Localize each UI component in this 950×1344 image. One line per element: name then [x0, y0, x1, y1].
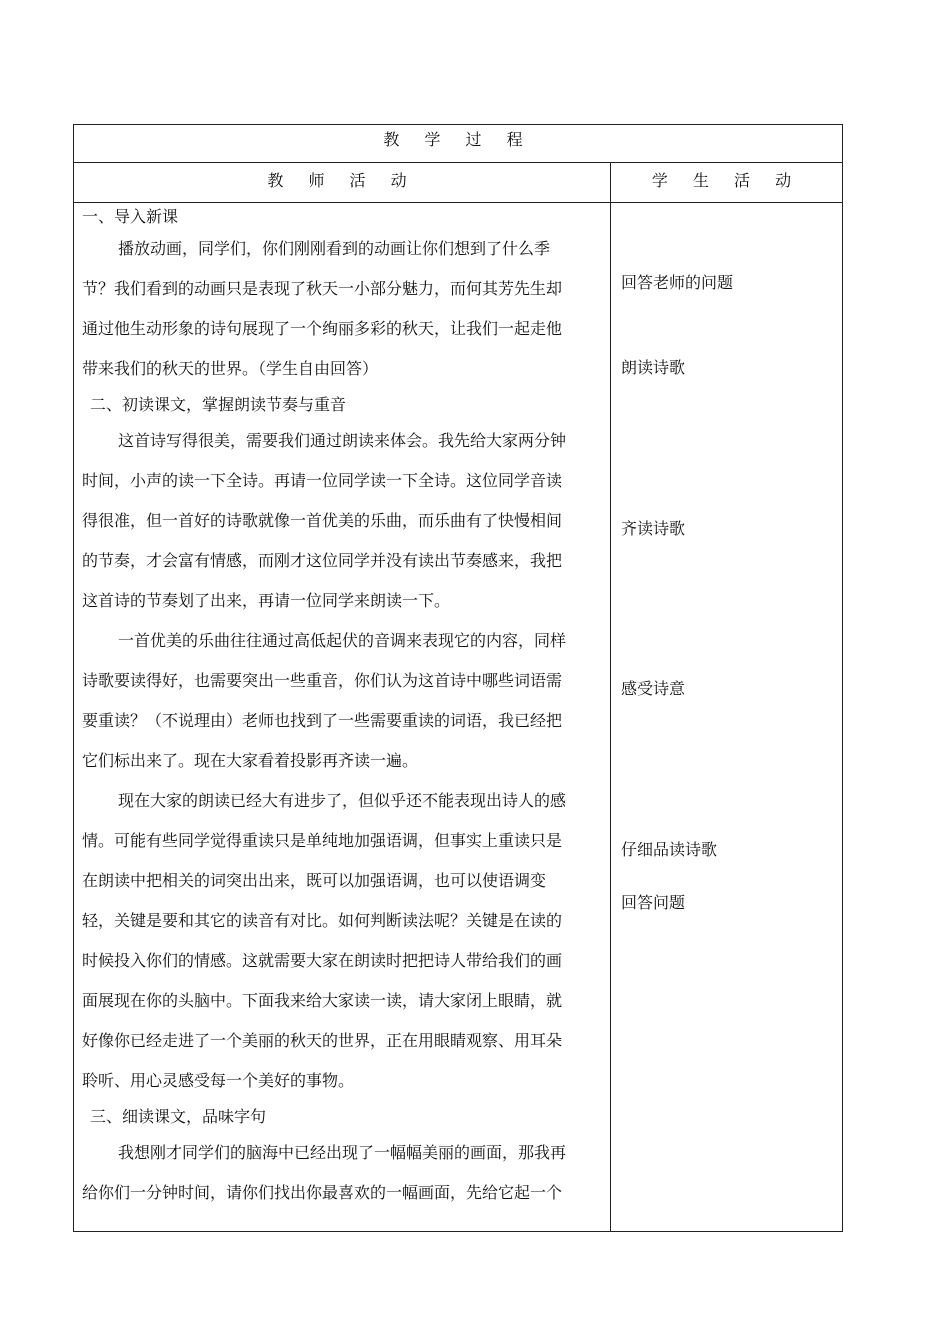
student-activity-item: 齐读诗歌 [621, 519, 686, 538]
section-heading: 一、导入新课 [82, 207, 179, 226]
paragraph-line: 轻，关键是要和其它的读音有对比。如何判断读法呢？关键是在读的 [82, 911, 563, 930]
paragraph-line: 节？我们看到的动画只是表现了秋天一小部分魅力，而何其芳先生却 [82, 279, 563, 298]
paragraph-line: 给你们一分钟时间，请你们找出你最喜欢的一幅画面，先给它起一个 [82, 1183, 563, 1202]
paragraph-line: 要重读？（不说理由）老师也找到了一些需要重读的词语，我已经把 [82, 711, 563, 730]
paragraph-line: 诗歌要读得好，也需要突出一些重音，你们认为这首诗中哪些词语需 [82, 671, 563, 690]
paragraph-line: 得很准，但一首好的诗歌就像一首优美的乐曲，而乐曲有了快慢相间 [82, 511, 563, 530]
paragraph-line: 的节奏，才会富有情感，而刚才这位同学并没有读出节奏感来，我把 [82, 551, 563, 570]
paragraph-line: 它们标出来了。现在大家看着投影再齐读一遍。 [82, 751, 419, 770]
paragraph-line: 我想刚才同学们的脑海中已经出现了一幅幅美丽的画面，那我再 [118, 1143, 567, 1162]
paragraph-line: 现在大家的朗读已经大有进步了，但似乎还不能表现出诗人的感 [118, 791, 567, 810]
lesson-table [73, 124, 843, 1232]
student-activity-item: 仔细品读诗歌 [621, 840, 718, 859]
student-activity-item: 回答问题 [621, 893, 686, 912]
student-activity-item: 回答老师的问题 [621, 273, 734, 292]
paragraph-line: 这首诗写得很美，需要我们通过朗读来体会。我先给大家两分钟 [118, 431, 567, 450]
paragraph-line: 这首诗的节奏划了出来，再请一位同学来朗读一下。 [82, 591, 451, 610]
paragraph-line: 通过他生动形象的诗句展现了一个绚丽多彩的秋天，让我们一起走他 [82, 319, 563, 338]
teacher-activity-cell [82, 203, 604, 1213]
paragraph-line: 好像你已经走进了一个美丽的秋天的世界，正在用眼睛观察、用耳朵 [82, 1031, 563, 1050]
student-activity-item: 感受诗意 [621, 679, 686, 698]
paragraph-line: 时间，小声的读一下全诗。再请一位同学读一下全诗。这位同学音读 [82, 471, 563, 490]
teacher-column-header: 教 师 活 动 [267, 171, 417, 190]
paragraph-line: 播放动画，同学们，你们刚刚看到的动画让你们想到了什么季 [118, 239, 551, 258]
student-activity-cell [611, 202, 842, 1231]
paragraph-line: 在朗读中把相关的词突出出来，既可以加强语调，也可以使语调变 [82, 871, 547, 890]
paragraph-line: 一首优美的乐曲往往通过高低起伏的音调来表现它的内容，同样 [118, 631, 567, 650]
paragraph-line: 面展现在你的头脑中。下面我来给大家读一读，请大家闭上眼睛，就 [82, 991, 563, 1010]
section-heading: 三、细读课文，品味字句 [90, 1107, 267, 1126]
paragraph-line: 聆听、用心灵感受每一个美好的事物。 [82, 1071, 355, 1090]
table-title: 教 学 过 程 [74, 125, 842, 163]
section-heading: 二、初读课文，掌握朗读节奏与重音 [90, 395, 347, 414]
student-column-header: 学 生 活 动 [651, 171, 802, 190]
paragraph-line: 情。可能有些同学觉得重读只是单纯地加强语调，但事实上重读只是 [82, 831, 563, 850]
paragraph-line: 带来我们的秋天的世界。（学生自由回答） [82, 359, 379, 378]
column-header-row [74, 162, 842, 203]
student-activity-item: 朗读诗歌 [621, 358, 686, 377]
paragraph-line: 时候投入你们的情感。这就需要大家在朗读时把把诗人带给我们的画 [82, 951, 563, 970]
